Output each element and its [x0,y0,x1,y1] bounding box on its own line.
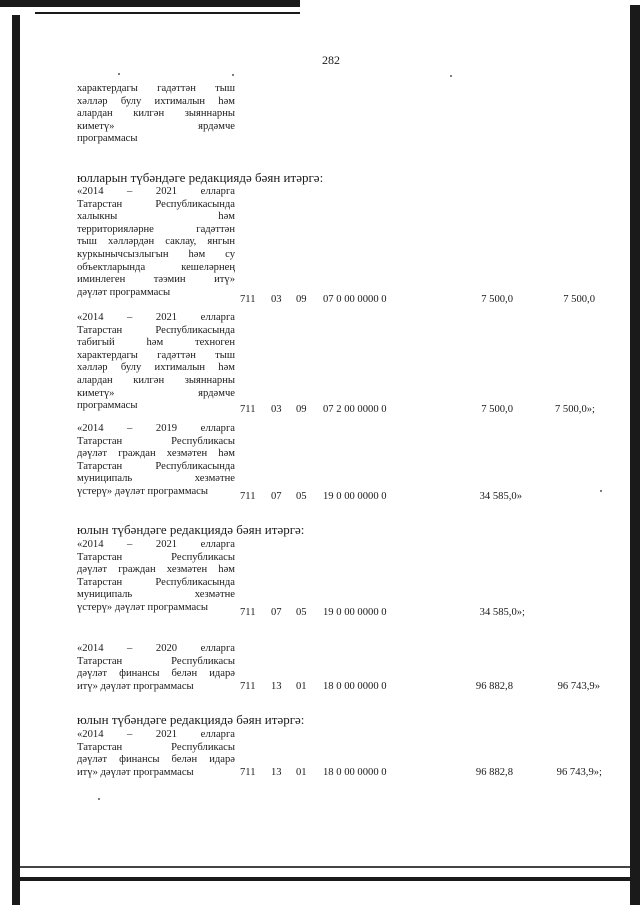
target-article-code: 18 0 00 0000 0 [323,767,387,778]
program-name [77,643,235,693]
text-line: «2014 – 2021 елларга [77,312,235,323]
amount-1: 96 882,8 [475,681,513,692]
section-code: 07 [271,607,282,618]
instruction-text: юлын түбәндәге редакциядә бәян итәргә: [77,712,305,727]
amount-2: 7 500,0 [563,294,595,305]
scan-speck [600,490,602,492]
amount-2: 96 743,9»; [556,767,602,778]
text-line: «2014 – 2020 елларга [77,643,235,654]
scan-edge-bottom [20,877,630,881]
text-line: «2014 – 2021 елларга [77,729,235,740]
text-line: Татарстан Республикасында [77,460,235,472]
text-line: дәүләт финансы белән идарә [77,668,235,680]
target-article-code: 19 0 00 0000 0 [323,607,387,618]
text-line: объектларында кешеләрнең [77,261,235,273]
scan-speck [98,798,100,800]
text-line: куркынычсызлыгын һәм су [77,248,235,260]
ministry-code: 711 [240,404,256,415]
section-code: 13 [271,681,282,692]
text-line: Татарстан Республикасы [77,435,235,447]
text-line: характердагы гадәттән тыш [77,83,235,94]
text-line: хәлләр булу ихтималын һәм [77,95,235,107]
scan-edge-bottom-line [20,866,630,868]
text-line: алардан килгән зыяннарны [77,374,235,386]
amount-1: 34 585,0» [479,491,522,502]
subsection-code: 05 [296,607,307,618]
target-article-code: 07 0 00 0000 0 [323,294,387,305]
text-line: дәүләт граждан хезмәтен һәм [77,564,235,576]
program-name [77,729,235,779]
text-line: программасы [77,400,138,412]
text-line: муниципаль хезмәтне [77,473,235,485]
text-line: Татарстан Республикасы [77,551,235,563]
amount-1: 7 500,0 [481,294,513,305]
ministry-code: 711 [240,767,256,778]
text-line: дәүләт программасы [77,286,171,298]
scan-edge-top-line [35,12,300,14]
text-line: алардан килгән зыяннарны [77,108,235,120]
scan-edge-left [12,15,20,905]
text-line: хәлләр булу ихтималын һәм [77,362,235,374]
target-article-code: 18 0 00 0000 0 [323,681,387,692]
program-name [77,539,235,615]
text-line: Татарстан Республикасы [77,741,235,753]
subsection-code: 01 [296,681,307,692]
text-line: халыкны һәм [77,211,235,223]
amount-1: 96 882,8 [475,767,513,778]
instruction-text: юлын түбәндәге редакциядә бәян итәргә: [77,522,305,537]
program-name [77,312,235,413]
section-code: 03 [271,294,282,305]
text-line: Татарстан Республикасы [77,655,235,667]
amount-2: 96 743,9» [557,681,600,692]
text-line: дәүләт граждан хезмәтен һәм [77,448,235,460]
section-code: 03 [271,404,282,415]
scan-edge-right [630,5,640,905]
program-name [77,186,235,299]
amount-2: 7 500,0»; [554,404,595,415]
text-line: итү» дәүләт программасы [77,766,194,778]
text-line: «2014 – 2019 елларга [77,423,235,434]
amount-1: 7 500,0 [481,404,513,415]
text-line: Татарстан Республикасында [77,198,235,210]
text-line: итү» дәүләт программасы [77,680,194,692]
text-line: киметү» ярдәмче [77,120,235,132]
target-article-code: 19 0 00 0000 0 [323,491,387,502]
text-line: Татарстан Республикасында [77,576,235,588]
subsection-code: 09 [296,404,307,415]
subsection-code: 05 [296,491,307,502]
scan-speck [118,73,120,75]
top-fragment-text [77,83,235,146]
page-number: 282 [322,53,340,67]
text-line: тыш хәлләрдән саклау, янгын [77,236,235,248]
text-line: «2014 – 2021 елларга [77,186,235,197]
section-code: 07 [271,491,282,502]
text-line: үстерү» дәүләт программасы [77,601,208,613]
text-line: табигый һәм техноген [77,337,235,349]
text-line: үстерү» дәүләт программасы [77,485,208,497]
ministry-code: 711 [240,294,256,305]
text-line: иминлеген тәэмин итү» [77,274,235,286]
ministry-code: 711 [240,607,256,618]
ministry-code: 711 [240,681,256,692]
text-line: территорияләрне гадәттән [77,223,235,235]
text-line: «2014 – 2021 елларга [77,539,235,550]
program-name [77,423,235,499]
text-line: дәүләт финансы белән идарә [77,754,235,766]
ministry-code: 711 [240,491,256,502]
text-line: программасы [77,133,138,145]
section-code: 13 [271,767,282,778]
text-line: характердагы гадәттән тыш [77,349,235,361]
target-article-code: 07 2 00 0000 0 [323,404,387,415]
subsection-code: 09 [296,294,307,305]
instruction-text: юлларын түбәндәге редакциядә бәян итәргә: [77,170,324,185]
text-line: муниципаль хезмәтне [77,589,235,601]
scan-speck [232,74,234,76]
amount-1: 34 585,0»; [479,607,525,618]
scan-edge-top [0,0,300,7]
text-line: Татарстан Республикасында [77,324,235,336]
text-line: киметү» ярдәмче [77,387,235,399]
scan-speck [450,75,452,77]
subsection-code: 01 [296,767,307,778]
